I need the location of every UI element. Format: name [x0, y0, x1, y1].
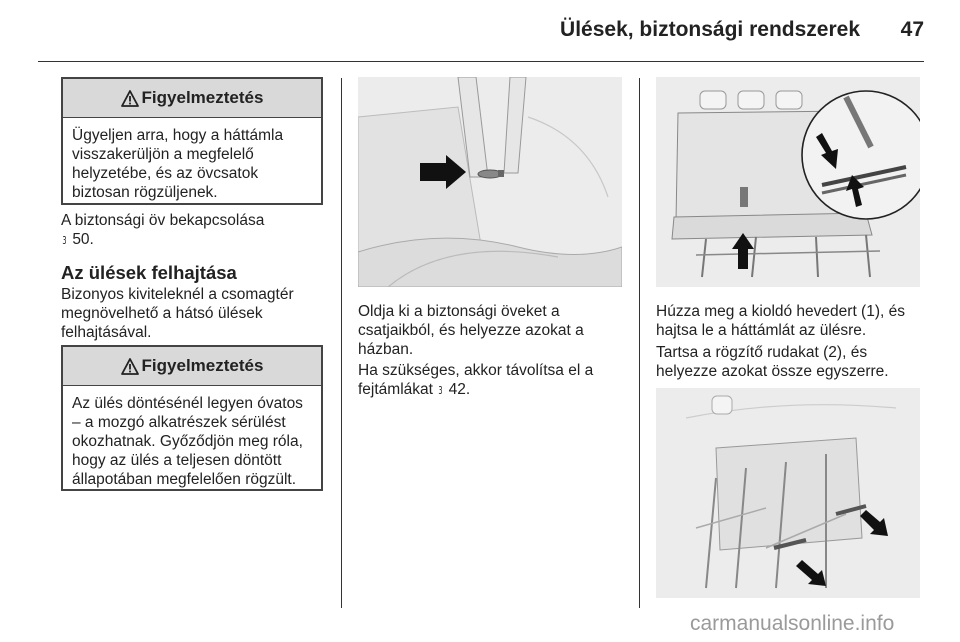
seatbelt-reference: [61, 211, 264, 250]
text-line: Bizonyos kiviteleknél a csomagtér: [61, 286, 294, 303]
text-line: [358, 380, 593, 400]
warning-line: hogy az ülés a teljesen döntött: [72, 452, 282, 469]
text-line: Tartsa a rögzítő rudakat (2), és: [656, 344, 868, 361]
text-line: felhajtásával.: [61, 324, 152, 341]
column2-paragraph2: [358, 361, 593, 400]
warning-line: Ügyeljen arra, hogy a háttámla: [72, 127, 284, 144]
text-line: megnövelhető a hátsó ülések: [61, 305, 263, 322]
column2-paragraph1: [358, 302, 584, 359]
text-line: A biztonsági öv bekapcsolása: [61, 212, 265, 229]
warning-header: [63, 347, 321, 386]
warning-line: visszakerüljön a megfelelő: [72, 146, 254, 163]
warning-body: [63, 386, 321, 498]
warning-body: [63, 118, 321, 211]
warning-triangle-icon: [121, 90, 139, 107]
warning-line: Az ülés döntésénél legyen óvatos: [72, 395, 303, 412]
figure-seatbelt-housing: [358, 77, 622, 287]
warning-line: biztosan rögzüljenek.: [72, 184, 218, 201]
page-reference[interactable]: [437, 381, 470, 398]
text-line: hajtsa le a háttámlát az ülésre.: [656, 322, 867, 339]
warning-triangle-icon: [121, 358, 139, 375]
page-header-title: Ülések, biztonsági rendszerek: [560, 18, 860, 41]
warning-line: – a mozgó alkatrészek sérülést: [72, 414, 286, 431]
column-divider-1: [341, 78, 342, 608]
header-divider: [38, 61, 924, 62]
text-line: Ha szükséges, akkor távolítsa el a: [358, 362, 594, 379]
warning-line: okozhatnak. Győződjön meg róla,: [72, 433, 303, 450]
warning-line: helyzetébe, és az övcsatok: [72, 165, 259, 182]
reference-page: 42.: [448, 381, 471, 398]
section-intro: [61, 285, 294, 342]
warning-title: Figyelmeztetés: [141, 356, 264, 375]
text-line: Oldja ki a biztonsági öveket a: [358, 303, 560, 320]
watermark: carmanualsonline.info: [690, 612, 895, 635]
text-line: házban.: [358, 341, 414, 358]
figure-bench-release: [656, 77, 920, 287]
warning-title: Figyelmeztetés: [141, 88, 264, 107]
text-line: csatjaikból, és helyezze azokat a: [358, 322, 584, 339]
text-fragment: fejtámlákat: [358, 381, 433, 398]
warning-header: [63, 79, 321, 118]
reference-page: 50.: [72, 231, 94, 248]
page-reference-icon: 3: [438, 384, 443, 397]
section-title: Az ülések felhajtása: [61, 262, 237, 283]
warning-line: állapotában megfelelően rögzült.: [72, 471, 297, 488]
warning-box-folding: [61, 345, 323, 491]
text-line: Húzza meg a kioldó hevedert (1), és: [656, 303, 905, 320]
column-divider-2: [639, 78, 640, 608]
figure-folded-bench: [656, 388, 920, 598]
page-number: 47: [900, 18, 924, 41]
text-line: helyezze azokat össze egyszerre.: [656, 363, 889, 380]
page-reference-icon: 3: [62, 234, 67, 247]
column3-paragraph2: [656, 343, 889, 381]
column3-paragraph1: [656, 302, 905, 340]
warning-box-backrest: [61, 77, 323, 205]
page-reference[interactable]: [61, 230, 264, 250]
